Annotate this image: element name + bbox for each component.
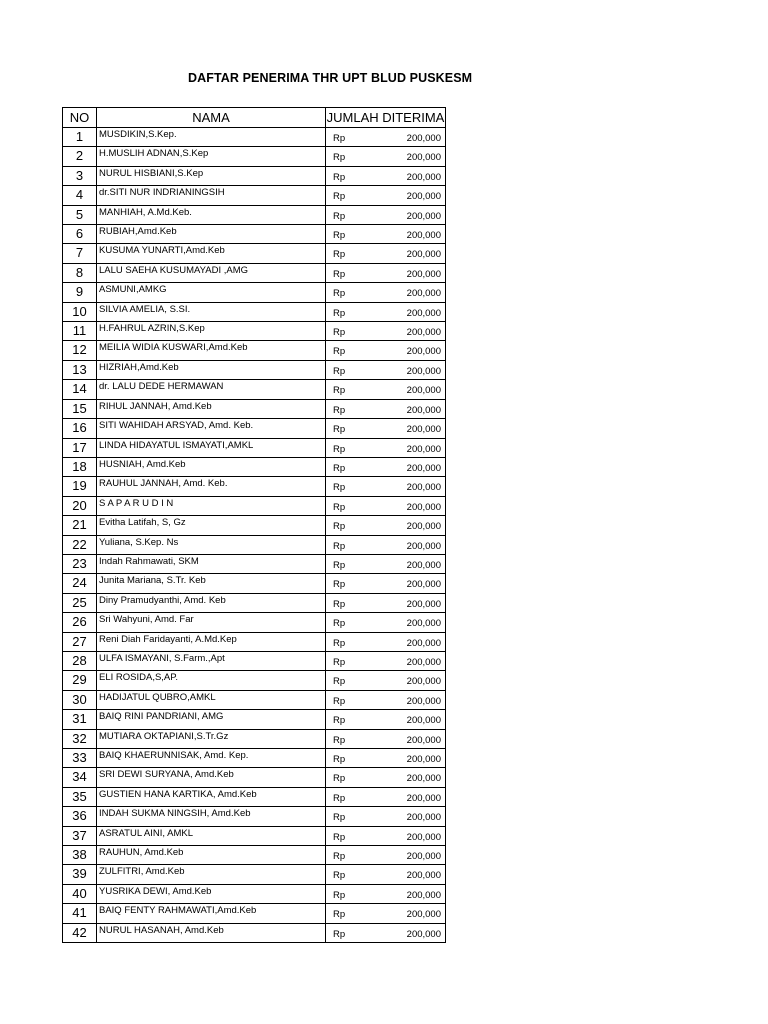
recipient-name: MEILIA WIDIA KUSWARI,Amd.Keb bbox=[97, 341, 326, 360]
currency-label: Rp bbox=[333, 695, 346, 707]
amount-value: 200,000 bbox=[406, 365, 441, 377]
recipient-name: ASRATUL AINI, AMKL bbox=[97, 826, 326, 845]
currency-label: Rp bbox=[333, 133, 346, 144]
amount-cell bbox=[326, 846, 446, 865]
amount-value: 200,000 bbox=[406, 152, 441, 164]
table-row bbox=[63, 904, 446, 923]
table-row bbox=[63, 884, 446, 903]
currency-label: Rp bbox=[333, 443, 346, 455]
amount-cell bbox=[326, 710, 446, 729]
amount-value: 200,000 bbox=[406, 909, 441, 921]
amount-value: 200,000 bbox=[406, 559, 441, 571]
table-row bbox=[63, 399, 446, 418]
column-header-amount: JUMLAH DITERIMA bbox=[326, 108, 446, 128]
amount-value: 200,000 bbox=[406, 133, 441, 144]
row-number: 1 bbox=[63, 128, 97, 147]
amount-cell bbox=[326, 690, 446, 709]
row-number: 24 bbox=[63, 574, 97, 593]
recipient-name: H.MUSLIH ADNAN,S.Kep bbox=[97, 147, 326, 166]
amount-cell bbox=[326, 768, 446, 787]
amount-value: 200,000 bbox=[406, 734, 441, 746]
recipient-name: SITI WAHIDAH ARSYAD, Amd. Keb. bbox=[97, 419, 326, 438]
amount-value: 200,000 bbox=[406, 618, 441, 630]
currency-label: Rp bbox=[333, 909, 346, 921]
currency-label: Rp bbox=[333, 462, 346, 474]
row-number: 26 bbox=[63, 613, 97, 632]
amount-value: 200,000 bbox=[406, 676, 441, 688]
amount-cell bbox=[326, 496, 446, 515]
amount-value: 200,000 bbox=[406, 327, 441, 339]
currency-label: Rp bbox=[333, 715, 346, 727]
row-number: 28 bbox=[63, 651, 97, 670]
amount-cell bbox=[326, 166, 446, 185]
table-row bbox=[63, 632, 446, 651]
amount-cell bbox=[326, 283, 446, 302]
currency-label: Rp bbox=[333, 656, 346, 668]
table-row bbox=[63, 263, 446, 282]
table-row bbox=[63, 826, 446, 845]
amount-value: 200,000 bbox=[406, 501, 441, 513]
amount-cell bbox=[326, 632, 446, 651]
amount-value: 200,000 bbox=[406, 928, 441, 940]
amount-value: 200,000 bbox=[406, 754, 441, 765]
amount-value: 200,000 bbox=[406, 230, 441, 242]
currency-label: Rp bbox=[333, 268, 346, 280]
row-number: 12 bbox=[63, 341, 97, 360]
table-row bbox=[63, 147, 446, 166]
table-row bbox=[63, 380, 446, 399]
row-number: 36 bbox=[63, 807, 97, 826]
currency-label: Rp bbox=[333, 152, 346, 164]
recipient-name: ULFA ISMAYANI, S.Farm.,Apt bbox=[97, 651, 326, 670]
row-number: 30 bbox=[63, 690, 97, 709]
amount-value: 200,000 bbox=[406, 831, 441, 843]
row-number: 27 bbox=[63, 632, 97, 651]
amount-value: 200,000 bbox=[406, 482, 441, 494]
row-number: 8 bbox=[63, 263, 97, 282]
table-row bbox=[63, 225, 446, 244]
recipient-name: Indah Rahmawati, SKM bbox=[97, 554, 326, 573]
amount-value: 200,000 bbox=[406, 346, 441, 358]
amount-value: 200,000 bbox=[406, 889, 441, 901]
table-row bbox=[63, 457, 446, 476]
amount-cell bbox=[326, 186, 446, 205]
currency-label: Rp bbox=[333, 928, 346, 940]
table-header-row bbox=[63, 108, 446, 128]
amount-cell bbox=[326, 244, 446, 263]
currency-label: Rp bbox=[333, 365, 346, 377]
amount-cell bbox=[326, 826, 446, 845]
amount-cell bbox=[326, 574, 446, 593]
row-number: 35 bbox=[63, 787, 97, 806]
recipient-name: HUSNIAH, Amd.Keb bbox=[97, 457, 326, 476]
amount-cell bbox=[326, 671, 446, 690]
table-row bbox=[63, 768, 446, 787]
amount-cell bbox=[326, 438, 446, 457]
table-row bbox=[63, 535, 446, 554]
row-number: 15 bbox=[63, 399, 97, 418]
amount-cell bbox=[326, 477, 446, 496]
amount-cell bbox=[326, 923, 446, 942]
amount-value: 200,000 bbox=[406, 715, 441, 727]
row-number: 3 bbox=[63, 166, 97, 185]
row-number: 39 bbox=[63, 865, 97, 884]
recipient-name: NURUL HISBIANI,S.Kep bbox=[97, 166, 326, 185]
amount-cell bbox=[326, 613, 446, 632]
amount-cell bbox=[326, 904, 446, 923]
amount-cell bbox=[326, 651, 446, 670]
recipient-name: MANHIAH, A.Md.Keb. bbox=[97, 205, 326, 224]
currency-label: Rp bbox=[333, 249, 346, 261]
amount-value: 200,000 bbox=[406, 540, 441, 552]
currency-label: Rp bbox=[333, 579, 346, 591]
table-row bbox=[63, 651, 446, 670]
row-number: 7 bbox=[63, 244, 97, 263]
table-row bbox=[63, 729, 446, 748]
table-row bbox=[63, 923, 446, 942]
row-number: 22 bbox=[63, 535, 97, 554]
row-number: 33 bbox=[63, 749, 97, 768]
amount-cell bbox=[326, 729, 446, 748]
currency-label: Rp bbox=[333, 210, 346, 222]
row-number: 18 bbox=[63, 457, 97, 476]
table-row bbox=[63, 166, 446, 185]
table-row bbox=[63, 749, 446, 768]
recipient-name: SRI DEWI SURYANA, Amd.Keb bbox=[97, 768, 326, 787]
recipient-name: MUTIARA OKTAPIANI,S.Tr.Gz bbox=[97, 729, 326, 748]
amount-value: 200,000 bbox=[406, 579, 441, 591]
amount-cell bbox=[326, 419, 446, 438]
column-header-name: NAMA bbox=[97, 108, 326, 128]
amount-value: 200,000 bbox=[406, 656, 441, 668]
currency-label: Rp bbox=[333, 792, 346, 804]
amount-value: 200,000 bbox=[406, 870, 441, 882]
amount-cell bbox=[326, 147, 446, 166]
recipient-name: GUSTIEN HANA KARTIKA, Amd.Keb bbox=[97, 787, 326, 806]
recipient-name: BAIQ FENTY RAHMAWATI,Amd.Keb bbox=[97, 904, 326, 923]
table-row bbox=[63, 360, 446, 379]
recipient-name: HADIJATUL QUBRO,AMKL bbox=[97, 690, 326, 709]
amount-cell bbox=[326, 205, 446, 224]
amount-value: 200,000 bbox=[406, 443, 441, 455]
currency-label: Rp bbox=[333, 754, 346, 765]
currency-label: Rp bbox=[333, 501, 346, 513]
amount-value: 200,000 bbox=[406, 695, 441, 707]
table-row bbox=[63, 787, 446, 806]
recipient-name: YUSRIKA DEWI, Amd.Keb bbox=[97, 884, 326, 903]
recipient-name: RAUHUN, Amd.Keb bbox=[97, 846, 326, 865]
recipient-name: Yuliana, S.Kep. Ns bbox=[97, 535, 326, 554]
row-number: 25 bbox=[63, 593, 97, 612]
amount-cell bbox=[326, 128, 446, 147]
row-number: 5 bbox=[63, 205, 97, 224]
currency-label: Rp bbox=[333, 851, 346, 863]
recipient-table bbox=[62, 107, 446, 943]
currency-label: Rp bbox=[333, 618, 346, 630]
table-row bbox=[63, 807, 446, 826]
amount-value: 200,000 bbox=[406, 637, 441, 649]
table-row bbox=[63, 516, 446, 535]
recipient-name: Junita Mariana, S.Tr. Keb bbox=[97, 574, 326, 593]
row-number: 37 bbox=[63, 826, 97, 845]
currency-label: Rp bbox=[333, 191, 346, 203]
table-row bbox=[63, 554, 446, 573]
recipient-name: RIHUL JANNAH, Amd.Keb bbox=[97, 399, 326, 418]
recipient-name: dr.SITI NUR INDRIANINGSIH bbox=[97, 186, 326, 205]
recipient-name: LINDA HIDAYATUL ISMAYATI,AMKL bbox=[97, 438, 326, 457]
recipient-name: RUBIAH,Amd.Keb bbox=[97, 225, 326, 244]
amount-cell bbox=[326, 593, 446, 612]
table-row bbox=[63, 574, 446, 593]
amount-cell bbox=[326, 263, 446, 282]
amount-value: 200,000 bbox=[406, 773, 441, 785]
amount-value: 200,000 bbox=[406, 462, 441, 474]
recipient-name: LALU SAEHA KUSUMAYADI ,AMG bbox=[97, 263, 326, 282]
table-row bbox=[63, 419, 446, 438]
row-number: 16 bbox=[63, 419, 97, 438]
table-row bbox=[63, 244, 446, 263]
currency-label: Rp bbox=[333, 559, 346, 571]
amount-cell bbox=[326, 360, 446, 379]
table-row bbox=[63, 205, 446, 224]
amount-cell bbox=[326, 807, 446, 826]
currency-label: Rp bbox=[333, 482, 346, 494]
row-number: 29 bbox=[63, 671, 97, 690]
row-number: 20 bbox=[63, 496, 97, 515]
amount-cell bbox=[326, 302, 446, 321]
currency-label: Rp bbox=[333, 288, 346, 300]
row-number: 11 bbox=[63, 322, 97, 341]
row-number: 23 bbox=[63, 554, 97, 573]
amount-value: 200,000 bbox=[406, 812, 441, 824]
amount-cell bbox=[326, 749, 446, 768]
table-row bbox=[63, 302, 446, 321]
currency-label: Rp bbox=[333, 773, 346, 785]
currency-label: Rp bbox=[333, 889, 346, 901]
amount-cell bbox=[326, 535, 446, 554]
column-header-no: NO bbox=[63, 108, 97, 128]
currency-label: Rp bbox=[333, 676, 346, 688]
row-number: 38 bbox=[63, 846, 97, 865]
recipient-name: dr. LALU DEDE HERMAWAN bbox=[97, 380, 326, 399]
recipient-name: KUSUMA YUNARTI,Amd.Keb bbox=[97, 244, 326, 263]
row-number: 41 bbox=[63, 904, 97, 923]
amount-cell bbox=[326, 787, 446, 806]
table-row bbox=[63, 322, 446, 341]
amount-value: 200,000 bbox=[406, 171, 441, 183]
amount-value: 200,000 bbox=[406, 851, 441, 863]
amount-cell bbox=[326, 380, 446, 399]
currency-label: Rp bbox=[333, 230, 346, 242]
table-row bbox=[63, 283, 446, 302]
amount-cell bbox=[326, 516, 446, 535]
table-row bbox=[63, 496, 446, 515]
recipient-name: Reni Diah Faridayanti, A.Md.Kep bbox=[97, 632, 326, 651]
amount-cell bbox=[326, 322, 446, 341]
recipient-name: H.FAHRUL AZRIN,S.Kep bbox=[97, 322, 326, 341]
table-row bbox=[63, 710, 446, 729]
amount-cell bbox=[326, 225, 446, 244]
amount-value: 200,000 bbox=[406, 249, 441, 261]
amount-value: 200,000 bbox=[406, 424, 441, 436]
currency-label: Rp bbox=[333, 734, 346, 746]
currency-label: Rp bbox=[333, 307, 346, 319]
amount-value: 200,000 bbox=[406, 404, 441, 416]
amount-value: 200,000 bbox=[406, 598, 441, 610]
row-number: 9 bbox=[63, 283, 97, 302]
row-number: 34 bbox=[63, 768, 97, 787]
amount-value: 200,000 bbox=[406, 191, 441, 203]
currency-label: Rp bbox=[333, 598, 346, 610]
row-number: 14 bbox=[63, 380, 97, 399]
table-row bbox=[63, 865, 446, 884]
row-number: 21 bbox=[63, 516, 97, 535]
amount-value: 200,000 bbox=[406, 288, 441, 300]
amount-value: 200,000 bbox=[406, 307, 441, 319]
recipient-name: INDAH SUKMA NINGSIH, Amd.Keb bbox=[97, 807, 326, 826]
recipient-name: Evitha Latifah, S, Gz bbox=[97, 516, 326, 535]
table-row bbox=[63, 613, 446, 632]
currency-label: Rp bbox=[333, 385, 346, 397]
amount-cell bbox=[326, 884, 446, 903]
amount-cell bbox=[326, 865, 446, 884]
currency-label: Rp bbox=[333, 404, 346, 416]
row-number: 17 bbox=[63, 438, 97, 457]
row-number: 42 bbox=[63, 923, 97, 942]
recipient-name: MUSDIKIN,S.Kep. bbox=[97, 128, 326, 147]
amount-value: 200,000 bbox=[406, 385, 441, 397]
recipient-name: ASMUNI,AMKG bbox=[97, 283, 326, 302]
currency-label: Rp bbox=[333, 424, 346, 436]
recipient-name: RAUHUL JANNAH, Amd. Keb. bbox=[97, 477, 326, 496]
recipient-name: BAIQ KHAERUNNISAK, Amd. Kep. bbox=[97, 749, 326, 768]
amount-cell bbox=[326, 457, 446, 476]
row-number: 6 bbox=[63, 225, 97, 244]
table-row bbox=[63, 846, 446, 865]
currency-label: Rp bbox=[333, 870, 346, 882]
currency-label: Rp bbox=[333, 812, 346, 824]
recipient-name: Sri Wahyuni, Amd. Far bbox=[97, 613, 326, 632]
row-number: 13 bbox=[63, 360, 97, 379]
row-number: 4 bbox=[63, 186, 97, 205]
table-row bbox=[63, 477, 446, 496]
currency-label: Rp bbox=[333, 346, 346, 358]
amount-value: 200,000 bbox=[406, 268, 441, 280]
recipient-name: Diny Pramudyanthi, Amd. Keb bbox=[97, 593, 326, 612]
recipient-name: SILVIA AMELIA, S.SI. bbox=[97, 302, 326, 321]
table-row bbox=[63, 186, 446, 205]
table-row bbox=[63, 671, 446, 690]
recipient-name: ELI ROSIDA,S,AP. bbox=[97, 671, 326, 690]
amount-value: 200,000 bbox=[406, 210, 441, 222]
recipient-name: HIZRIAH,Amd.Keb bbox=[97, 360, 326, 379]
row-number: 32 bbox=[63, 729, 97, 748]
currency-label: Rp bbox=[333, 327, 346, 339]
table-row bbox=[63, 341, 446, 360]
currency-label: Rp bbox=[333, 831, 346, 843]
row-number: 19 bbox=[63, 477, 97, 496]
table-row bbox=[63, 438, 446, 457]
row-number: 10 bbox=[63, 302, 97, 321]
currency-label: Rp bbox=[333, 540, 346, 552]
currency-label: Rp bbox=[333, 171, 346, 183]
document-title: DAFTAR PENERIMA THR UPT BLUD PUSKESM bbox=[188, 71, 473, 85]
table-row bbox=[63, 128, 446, 147]
amount-value: 200,000 bbox=[406, 792, 441, 804]
amount-cell bbox=[326, 399, 446, 418]
amount-cell bbox=[326, 554, 446, 573]
recipient-name: ZULFITRI, Amd.Keb bbox=[97, 865, 326, 884]
row-number: 2 bbox=[63, 147, 97, 166]
table-row bbox=[63, 690, 446, 709]
recipient-name: BAIQ RINI PANDRIANI, AMG bbox=[97, 710, 326, 729]
currency-label: Rp bbox=[333, 637, 346, 649]
table-row bbox=[63, 593, 446, 612]
amount-value: 200,000 bbox=[406, 521, 441, 533]
amount-cell bbox=[326, 341, 446, 360]
currency-label: Rp bbox=[333, 521, 346, 533]
row-number: 31 bbox=[63, 710, 97, 729]
recipient-name: NURUL HASANAH, Amd.Keb bbox=[97, 923, 326, 942]
row-number: 40 bbox=[63, 884, 97, 903]
recipient-name: S A P A R U D I N bbox=[97, 496, 326, 515]
